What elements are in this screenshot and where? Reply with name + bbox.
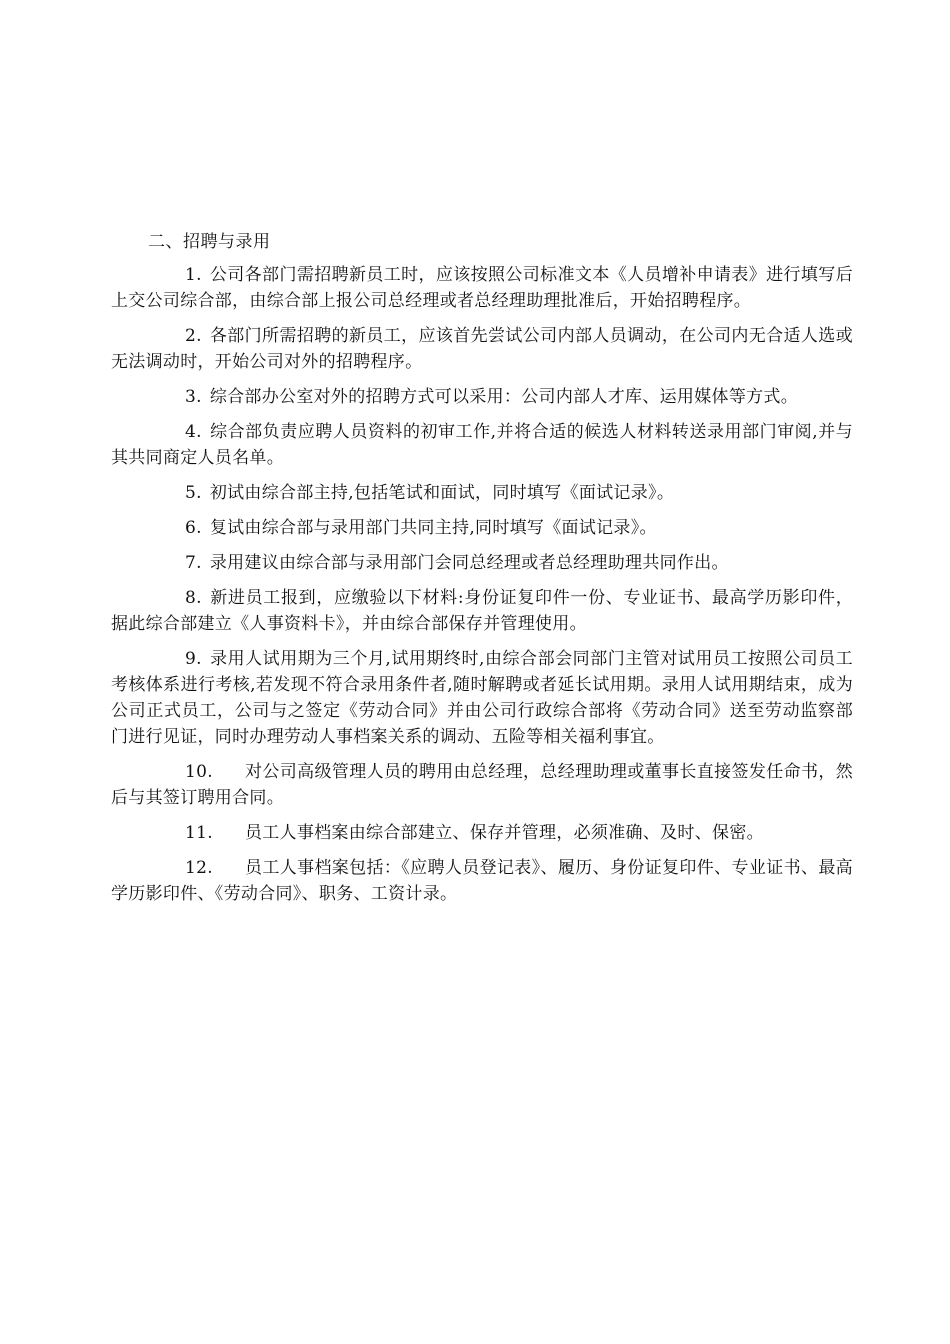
list-item-11 bbox=[111, 820, 853, 846]
item-number: 6. bbox=[185, 518, 202, 538]
item-number: 8. bbox=[185, 588, 202, 608]
item-text: 录用建议由综合部与录用部门会同总经理或者总经理助理共同作出。 bbox=[209, 553, 729, 573]
document-body bbox=[111, 229, 853, 916]
list-item-5 bbox=[111, 480, 853, 506]
item-text: 复试由综合部与录用部门共同主持,同时填写《面试记录》。 bbox=[209, 518, 657, 538]
list-item-9 bbox=[111, 646, 853, 750]
item-number: 11. bbox=[185, 823, 213, 843]
item-number: 2. bbox=[185, 326, 202, 346]
item-text: 录用人试用期为三个月,试用期终时,由综合部会同部门主管对试用员工按照公司员工考核体系进行考核,若发现不符合录用条件者,随时解聘或者延长试用期。录用人试用期结束，成为公司正式员工，公司与之签定《劳动合同》并由公司行政综合部将《劳动合同》送至劳动监察部门进行见证，同时办理劳动人事档案关系的调动、五险等相关福利事宜。 bbox=[111, 649, 853, 747]
list-item-1 bbox=[111, 262, 853, 314]
item-number: 1. bbox=[185, 265, 202, 285]
list-item-3 bbox=[111, 384, 853, 410]
list-item-7 bbox=[111, 550, 853, 576]
list-item-4 bbox=[111, 419, 853, 471]
list-item-6 bbox=[111, 515, 853, 541]
list-item-2 bbox=[111, 323, 853, 375]
item-text: 员工人事档案包括：《应聘人员登记表》、履历、身份证复印件、专业证书、最高学历影印件、《劳动合同》、职务、工资计录。 bbox=[111, 858, 853, 904]
item-number: 7. bbox=[185, 553, 202, 573]
item-text: 综合部负责应聘人员资料的初审工作,并将合适的候选人材料转送录用部门审阅,并与其共同商定人员名单。 bbox=[111, 422, 853, 468]
item-text: 新进员工报到，应缴验以下材料:身份证复印件一份、专业证书、最高学历影印件，据此综合部建立《人事资料卡》，并由综合部保存并管理使用。 bbox=[111, 588, 853, 634]
item-number: 4. bbox=[185, 422, 202, 442]
item-text: 公司各部门需招聘新员工时，应该按照公司标准文本《人员增补申请表》进行填写后上交公司综合部，由综合部上报公司总经理或者总经理助理批准后，开始招聘程序。 bbox=[111, 265, 853, 311]
list-item-12 bbox=[111, 855, 853, 907]
item-number: 12. bbox=[185, 858, 213, 878]
item-text: 员工人事档案由综合部建立、保存并管理，必须准确、及时、保密。 bbox=[244, 823, 764, 843]
item-text: 初试由综合部主持,包括笔试和面试，同时填写《面试记录》。 bbox=[209, 483, 675, 503]
item-number: 9. bbox=[185, 649, 202, 669]
item-number: 10. bbox=[185, 762, 213, 782]
list-item-8 bbox=[111, 585, 853, 637]
item-text: 对公司高级管理人员的聘用由总经理，总经理助理或董事长直接签发任命书，然后与其签订聘用合同。 bbox=[111, 762, 853, 808]
section-heading: 二、招聘与录用 bbox=[148, 232, 271, 252]
item-text: 综合部办公室对外的招聘方式可以采用：公司内部人才库、运用媒体等方式。 bbox=[209, 387, 799, 407]
item-text: 各部门所需招聘的新员工，应该首先尝试公司内部人员调动，在公司内无合适人选或无法调动时，开始公司对外的招聘程序。 bbox=[111, 326, 853, 372]
list-item-10 bbox=[111, 759, 853, 811]
item-number: 5. bbox=[185, 483, 202, 503]
item-number: 3. bbox=[185, 387, 202, 407]
